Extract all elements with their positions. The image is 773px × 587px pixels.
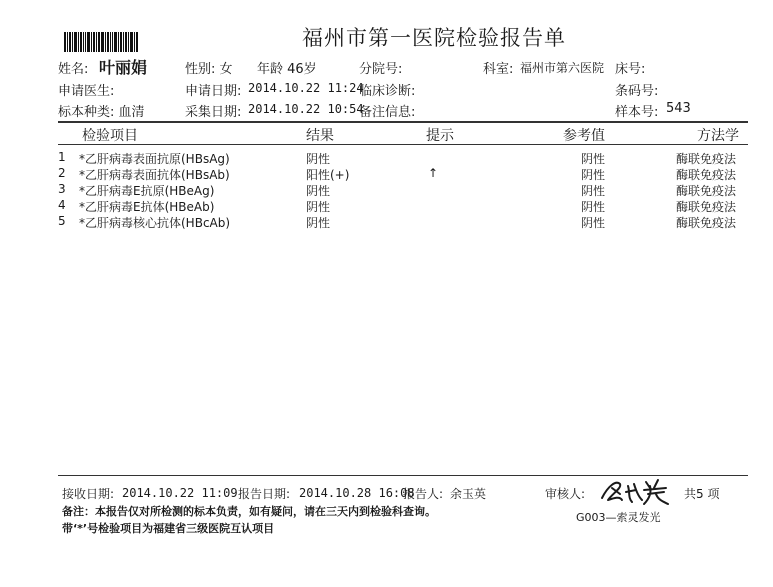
reviewer-signature bbox=[598, 476, 670, 506]
col-header-method: 方法学 bbox=[697, 128, 739, 144]
reference-value: 阴性 bbox=[581, 168, 606, 182]
test-item: *乙肝病毒E抗体(HBeAb) bbox=[79, 200, 215, 214]
test-result: 阴性 bbox=[306, 216, 331, 230]
table-row bbox=[58, 198, 748, 214]
collect-date-label: 采集日期: bbox=[185, 105, 242, 120]
receive-date-value: 2014.10.22 11:09 bbox=[122, 486, 238, 500]
reporter-label: 报告人: bbox=[403, 487, 444, 501]
report-date-label: 报告日期: bbox=[238, 487, 291, 501]
report-title: 福州市第一医院检验报告单 bbox=[302, 26, 566, 50]
instrument-code: G003—索灵发光 bbox=[576, 511, 661, 524]
report-date-value: 2014.10.28 16:08 bbox=[299, 486, 415, 500]
diagnosis-label: 临床诊断: bbox=[359, 84, 416, 99]
specimen-field: 标本种类: 血清 bbox=[58, 105, 145, 120]
doctor-label: 申请医生: bbox=[58, 84, 115, 99]
test-method: 酶联免疫法 bbox=[676, 184, 737, 198]
department-value: 福州市第六医院 bbox=[520, 61, 605, 75]
result-flag: ↑ bbox=[428, 166, 439, 180]
reference-value: 阴性 bbox=[581, 152, 606, 166]
test-item: *乙肝病毒表面抗体(HBsAb) bbox=[79, 168, 230, 182]
remarks-label: 备注信息: bbox=[359, 105, 416, 120]
patient-name: 叶丽娟 bbox=[99, 58, 148, 77]
branch-label: 分院号: bbox=[359, 62, 403, 77]
row-number: 1 bbox=[58, 150, 66, 164]
test-result: 阴性 bbox=[306, 152, 331, 166]
test-item: *乙肝病毒E抗原(HBeAg) bbox=[79, 184, 215, 198]
reporter-name: 余玉英 bbox=[450, 487, 487, 501]
row-number: 5 bbox=[58, 214, 66, 228]
reference-value: 阴性 bbox=[581, 184, 606, 198]
item-total: 共5 项 bbox=[684, 487, 720, 501]
name-label: 姓名: bbox=[58, 62, 89, 77]
col-header-ref: 参考值 bbox=[563, 128, 605, 144]
col-header-flag: 提示 bbox=[426, 128, 454, 144]
test-method: 酶联免疫法 bbox=[676, 200, 737, 214]
collect-date-value: 2014.10.22 10:54 bbox=[248, 102, 364, 116]
test-method: 酶联免疫法 bbox=[676, 168, 737, 182]
table-row bbox=[58, 166, 748, 182]
test-method: 酶联免疫法 bbox=[676, 152, 737, 166]
test-item: *乙肝病毒核心抗体(HBcAb) bbox=[79, 216, 231, 230]
apply-date-label: 申请日期: bbox=[185, 84, 242, 99]
sex-field: 性别: 女 bbox=[185, 62, 233, 77]
department-label: 科室: bbox=[483, 62, 514, 77]
table-row bbox=[58, 214, 748, 230]
row-number: 2 bbox=[58, 166, 66, 180]
receive-date-label: 接收日期: bbox=[62, 487, 115, 501]
col-header-item: 检验项目 bbox=[82, 128, 138, 144]
sample-label: 样本号: bbox=[615, 105, 659, 120]
row-number: 4 bbox=[58, 198, 66, 212]
test-item: *乙肝病毒表面抗原(HBsAg) bbox=[79, 152, 230, 166]
barcode bbox=[64, 32, 138, 52]
bed-label: 床号: bbox=[615, 62, 646, 77]
sample-number: 543 bbox=[666, 101, 691, 116]
reference-value: 阴性 bbox=[581, 216, 606, 230]
test-method: 酶联免疫法 bbox=[676, 216, 737, 230]
test-result: 阴性 bbox=[306, 184, 331, 198]
col-header-result: 结果 bbox=[306, 128, 334, 144]
header-rule bbox=[58, 144, 748, 145]
barcode-label: 条码号: bbox=[615, 84, 659, 99]
report-note: 备注：本报告仅对所检测的标本负责，如有疑问，请在三天内到检验科查询。 bbox=[62, 505, 436, 518]
mutual-recognition-note: 带‘*’号检验项目为福建省三级医院互认项目 bbox=[62, 522, 275, 535]
table-row bbox=[58, 182, 748, 198]
apply-date-value: 2014.10.22 11:24 bbox=[248, 81, 364, 95]
reference-value: 阴性 bbox=[581, 200, 606, 214]
top-rule bbox=[58, 121, 748, 123]
table-row bbox=[58, 150, 748, 166]
age-field: 年龄 46岁 bbox=[257, 62, 317, 77]
reviewer-label: 审核人: bbox=[545, 487, 586, 501]
test-result: 阴性 bbox=[306, 200, 331, 214]
row-number: 3 bbox=[58, 182, 66, 196]
test-result: 阳性(+) bbox=[306, 168, 350, 182]
